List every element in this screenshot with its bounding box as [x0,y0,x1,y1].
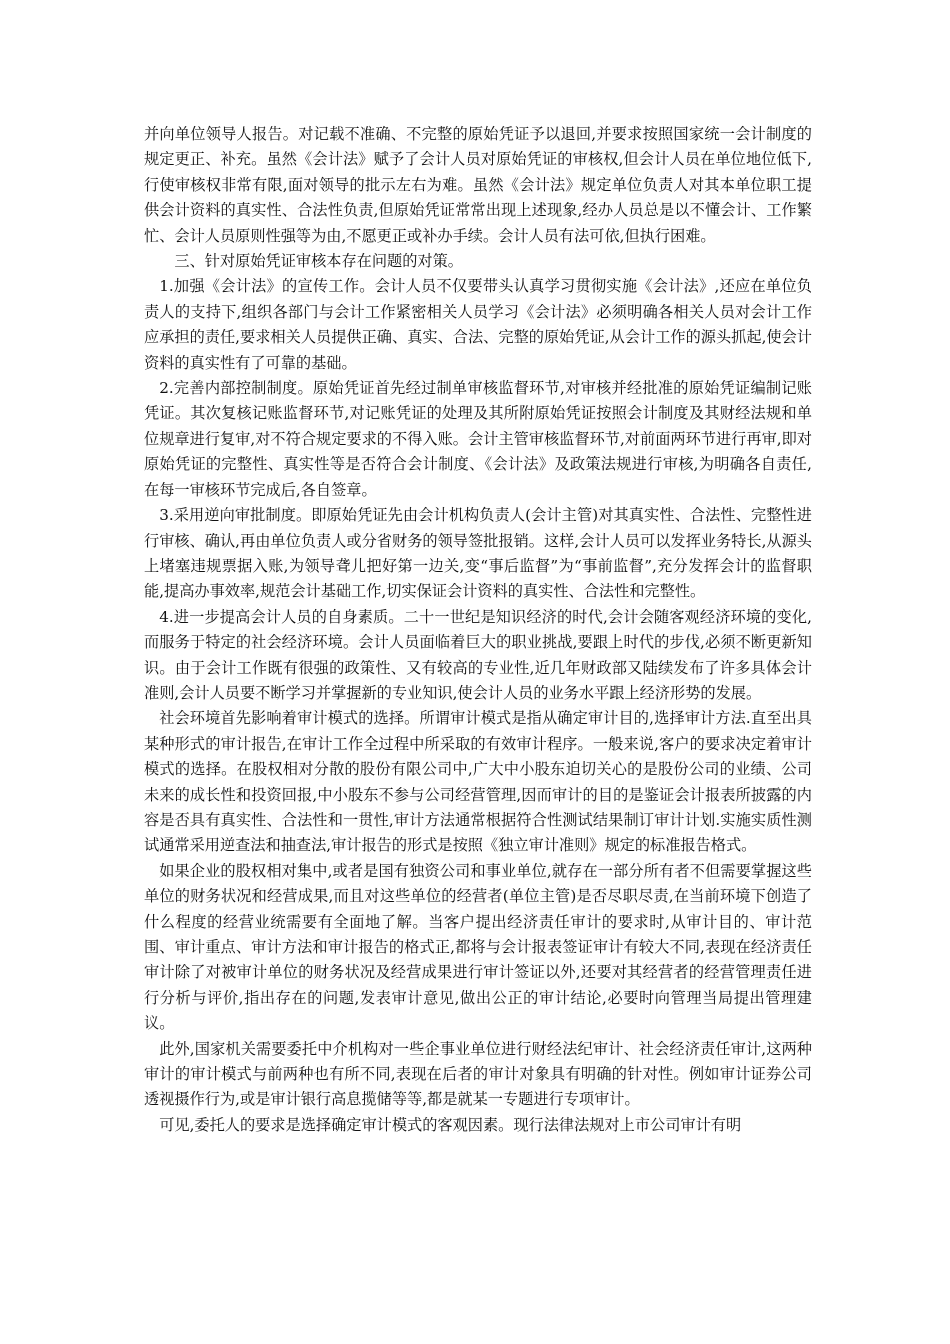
paragraph-continuation: 并向单位领导人报告。对记载不准确、不完整的原始凭证予以退回,并要求按照国家统一会计制度的规定更正、补充。虽然《会计法》赋予了会计人员对原始凭证的审核权,但会计人员在单位地位低下,行使审核权非常有限,面对领导的批示左右为难。虽然《会计法》规定单位负责人对其本单位职工提供会计资料的真实性、合法性负责,但原始凭证常常出现上述现象,经办人员总是以不懂会计、工作繁忙、会计人员原则性强等为由,不愿更正或补办手续。会计人员有法可依,但执行困难。 [144,125,812,245]
paragraph-item-3: 3.采用逆向审批制度。即原始凭证先由会计机构负责人(会计主管)对其真实性、合法性、完整性进行审核、确认,再由单位负责人或分省财务的领导签批报销。这样,会计人员可以发挥业务特长,从源头上堵塞违规票据入账,为领导聋儿把好第一边关,变“事后监督”为“事前监督”,充分发挥会计的监督职能,提高办事效率,规范会计基础工作,切实保证会计资料的真实性、合法性和完整性。 [144,506,812,601]
paragraph-item-4: 4.进一步提高会计人员的自身素质。二十一世纪是知识经济的时代,会计会随客观经济环境的变化,而服务于特定的社会经济环境。会计人员面临着巨大的职业挑战,要跟上时代的步伐,必须不断更新知识。由于会计工作既有很强的政策性、又有较高的专业性,近几年财政部又陆续发布了许多具体会计准则,会计人员要不断学习并掌握新的专业知识,使会计人员的业务水平跟上经济形势的发展。 [144,607,812,702]
paragraph-social-environment: 社会环境首先影响着审计模式的选择。所谓审计模式是指从确定审计目的,选择审计方法.直至出具某种形式的审计报告,在审计工作全过程中所采取的有效审计程序。一般来说,客户的要求决定着审计模式的选择。在股权相对分散的股份有限公司中,广大中小股东迫切关心的是股份公司的业绩、公司未来的成长性和投资回报,中小股东不参与公司经营管理,因而审计的目的是鉴证会计报表所披露的内容是否具有真实性、合法性和一贯性,审计方法通常根据符合性测试结果制订审计计划.实施实质性测试通常采用逆查法和抽查法,审计报告的形式是按照《独立审计准则》规定的标准报告格式。 [144,709,812,855]
paragraph-item-1: 1.加强《会计法》的宣传工作。会计人员不仅要带头认真学习贯彻实施《会计法》,还应在单位负责人的支持下,组织各部门与会计工作紧密相关人员学习《会计法》必须明确各相关人员对会计工作应承担的责任,要求相关人员提供正确、真实、合法、完整的原始凭证,从会计工作的源头抓起,使会计资料的真实性有了可靠的基础。 [144,277,812,372]
document-body [144,122,812,1138]
paragraph-government-agencies: 此外,国家机关需要委托中介机构对一些企事业单位进行财经法纪审计、社会经济责任审计,这两种审计的审计模式与前两种也有所不同,表现在后者的审计对象具有明确的针对性。例如审计证券公司透视摄作行为,或是审计银行高息揽储等等,都是就某一专题进行专项审计。 [144,1039,812,1109]
paragraph-concentrated-ownership: 如果企业的股权相对集中,或者是国有独资公司和事业单位,就存在一部分所有者不但需要掌握这些单位的财务状况和经营成果,而且对这些单位的经营者(单位主管)是否尽职尽责,在当前环境下创造了什么程度的经营业统需要有全面地了解。当客户提出经济责任审计的要求时,从审计目的、审计范围、审计重点、审计方法和审计报告的格式正,都将与会计报表签证审计有较大不同,表现在经济责任审计除了对被审计单位的财务状况及经营成果进行审计签证以外,还要对其经营者的经营管理责任进行分析与评价,指出存在的问题,发表审计意见,做出公正的审计结论,必要时向管理当局提出管理建议。 [144,861,812,1033]
paragraph-item-2: 2.完善内部控制制度。原始凭证首先经过制单审核监督环节,对审核并经批准的原始凭证编制记账凭证。其次复核记账监督环节,对记账凭证的处理及其所附原始凭证按照会计制度及其财经法规和单位规章进行复审,对不符合规定要求的不得入账。会计主管审核监督环节,对前面两环节进行再审,即对原始凭证的完整性、真实性等是否符合会计制度、《会计法》及政策法规进行审核,为明确各自责任,在每一审核环节完成后,各自签章。 [144,379,812,499]
section-heading: 三、针对原始凭证审核本存在问题的对策。 [174,252,463,271]
paragraph-conclusion: 可见,委托人的要求是选择确定审计模式的客观因素。现行法律法规对上市公司审计有明 [159,1115,742,1134]
